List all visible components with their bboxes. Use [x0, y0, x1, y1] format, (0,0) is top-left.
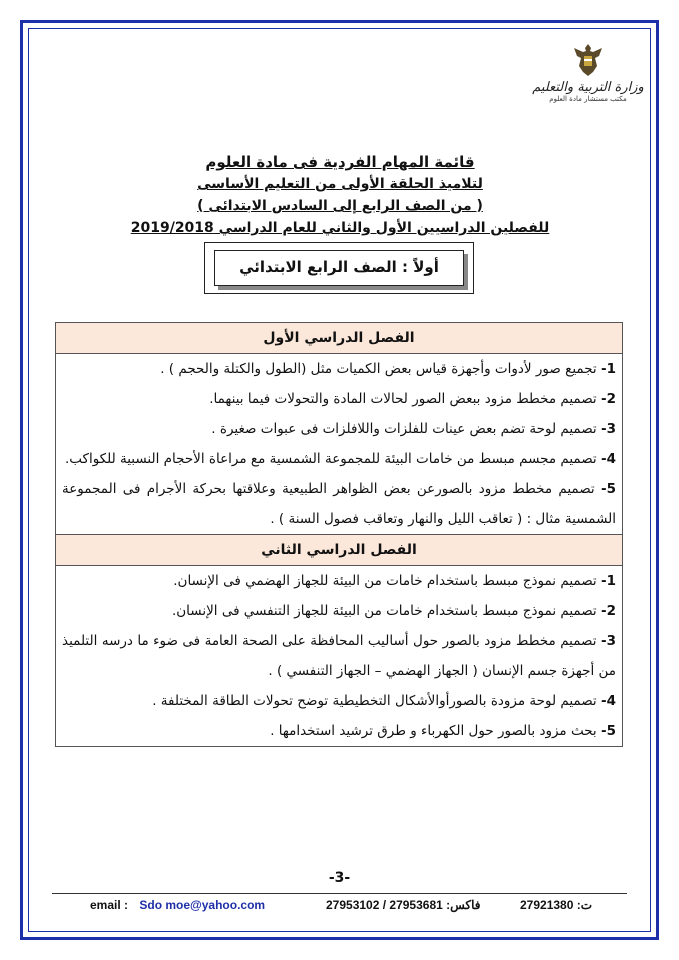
- section-title: أولاً : الصف الرابع الابتدائي: [214, 250, 464, 286]
- table-row: [56, 444, 622, 474]
- item-number: 5-: [600, 481, 616, 497]
- item-number: 3-: [600, 633, 616, 649]
- table-row: [56, 414, 622, 444]
- eagle-emblem-icon: [571, 42, 605, 78]
- grade-range: ( من الصف الرابع إلى السادس الابتدائى ): [197, 198, 483, 214]
- ministry-logo: [528, 42, 648, 122]
- tasks-table: [55, 322, 623, 747]
- term1-heading: الفصل الدراسي الأول: [56, 323, 622, 354]
- item-text: تصميم مخطط مزود ببعض الصور لحالات المادة والتحولات فيما بينهما.: [209, 391, 601, 407]
- item-text: تصميم مخطط مزود بالصورعن بعض الظواهر الطبيعية وعلاقتها بحركة الأجرام فى المجموعة الشمسية مثال : ( تعاقب الليل والنهار وتعاقب فصول السنة ) .: [62, 481, 616, 527]
- item-number: 1-: [600, 573, 616, 589]
- phone-label: ت:: [576, 898, 593, 912]
- table-row: [56, 474, 622, 534]
- term2-heading: الفصل الدراسي الثاني: [56, 534, 622, 566]
- page-number: -3-: [328, 870, 351, 886]
- item-text: تصميم نموذج مبسط باستخدام خامات من البيئة للجهاز التنفسي فى الإنسان.: [171, 603, 601, 619]
- item-text: تصميم لوحة مزودة بالصورأوالأشكال التخطيطية توضح تحولات الطاقة المختلفة .: [152, 693, 601, 709]
- table-row: [56, 596, 622, 626]
- table-row: [56, 354, 622, 384]
- item-number: 5-: [600, 723, 616, 739]
- ministry-name: وزارة التربية والتعليم: [532, 80, 644, 95]
- office-name: مكتب مستشار مادة العلوم: [549, 95, 627, 103]
- table-row: [56, 566, 622, 596]
- fax-number: 27953681 / 27953102: [326, 898, 443, 912]
- item-text: تجميع صور لأدوات وأجهزة قياس بعض الكميات مثل (الطول والكتلة والحجم ) .: [160, 361, 601, 377]
- table-row: [56, 716, 622, 746]
- table-row: [56, 384, 622, 414]
- item-number: 1-: [600, 361, 616, 377]
- footer-divider: [52, 893, 627, 894]
- academic-year: للفصلين الدراسيين الأول والثاني للعام الدراسي 2019/2018: [130, 220, 550, 236]
- item-text: تصميم مجسم مبسط من خامات البيئة للمجموعة الشمسية مع مراعاة الأحجام النسبية للكواكب.: [64, 451, 601, 467]
- item-number: 3-: [600, 421, 616, 437]
- footer-phone: [520, 898, 592, 912]
- item-text: بحث مزود بالصور حول الكهرباء و طرق ترشيد استخدامها .: [270, 723, 601, 739]
- table-row: [56, 686, 622, 716]
- email-link[interactable]: Sdo moe@yahoo.com: [139, 898, 266, 912]
- email-label: email :: [90, 898, 129, 912]
- document-subtitle: لتلاميذ الحلقة الأولى من التعليم الأساسى: [197, 176, 483, 192]
- fax-label: فاكس:: [446, 898, 481, 912]
- item-number: 2-: [600, 603, 616, 619]
- item-number: 4-: [600, 451, 616, 467]
- table-row: [56, 626, 622, 686]
- item-number: 2-: [600, 391, 616, 407]
- phone-number: 27921380: [520, 898, 574, 912]
- item-text: تصميم مخطط مزود بالصور حول أساليب المحافظة على الصحة العامة فى ضوء ما درسه التلميذ من أجهزة جسم الإنسان ( الجهاز الهضمي – الجهاز التنفسي ) .: [62, 633, 616, 679]
- document-title: قائمة المهام الفردية فى مادة العلوم: [205, 153, 475, 171]
- footer-fax: [326, 898, 481, 912]
- footer-email: [90, 898, 265, 912]
- item-text: تصميم لوحة تضم بعض عينات للفلزات واللافلزات فى عبوات صغيرة .: [211, 421, 601, 437]
- item-text: تصميم نموذج مبسط باستخدام خامات من البيئة للجهاز الهضمي فى الإنسان.: [173, 573, 601, 589]
- item-number: 4-: [600, 693, 616, 709]
